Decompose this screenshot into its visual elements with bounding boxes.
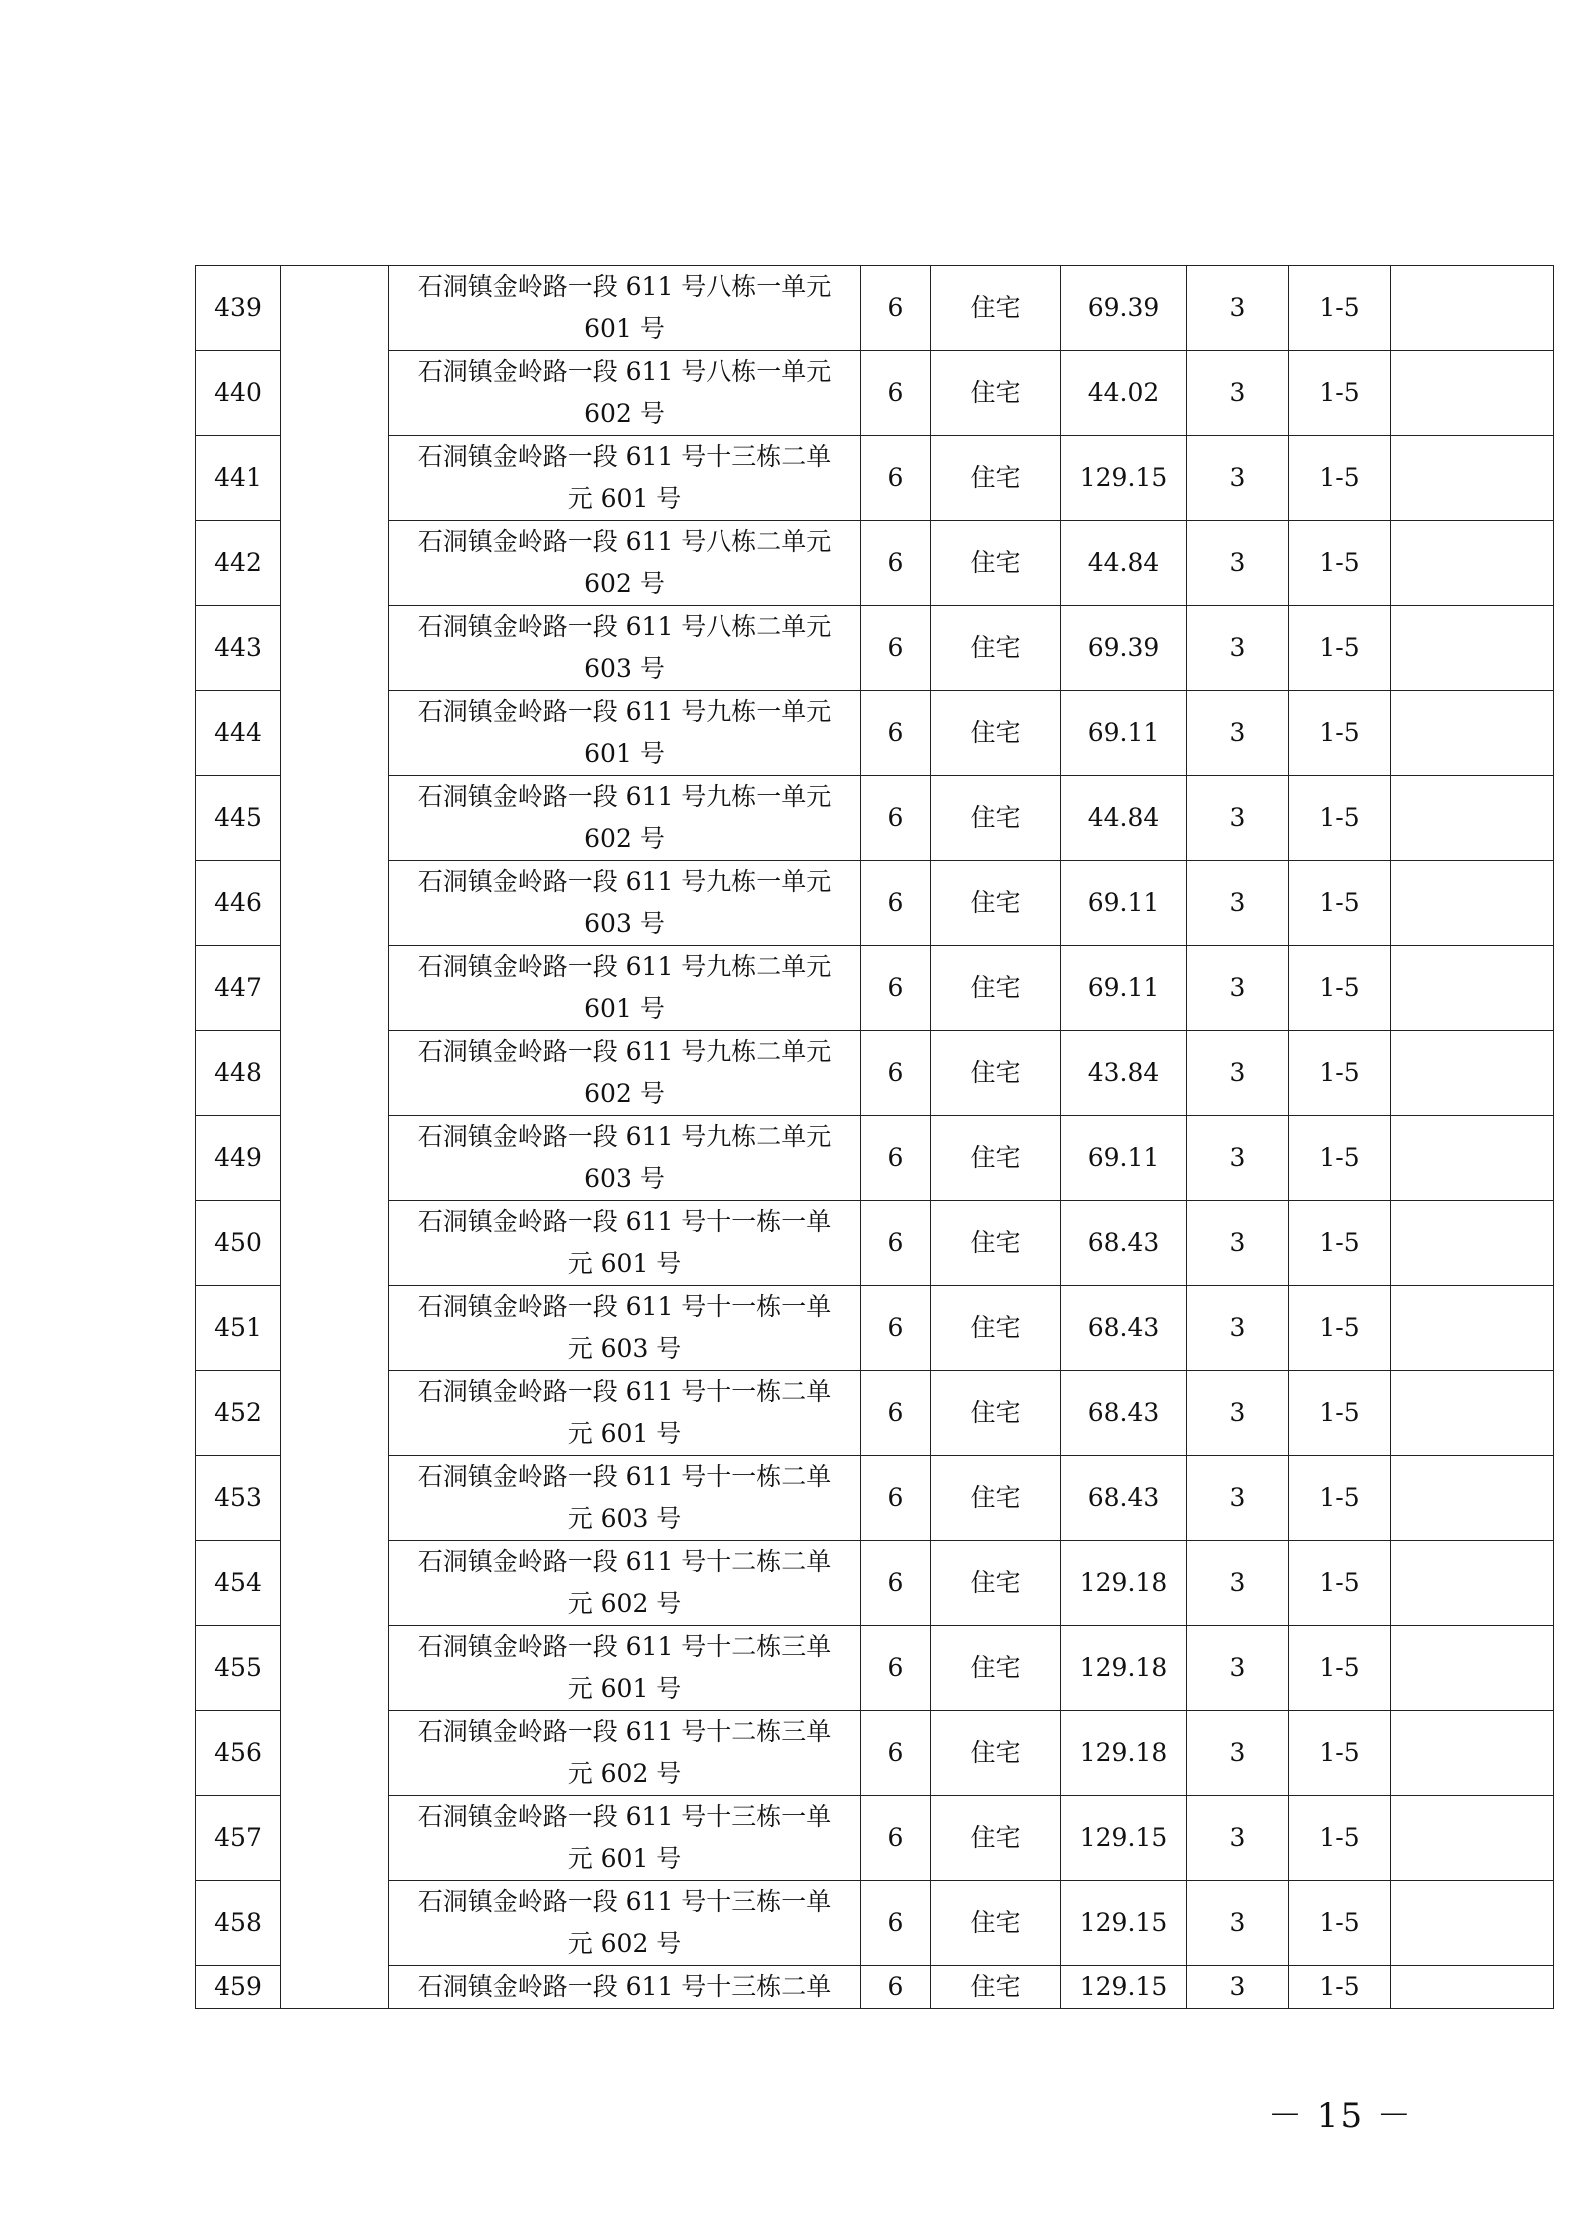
count-cell: 3 [1187, 606, 1289, 691]
table-row [196, 1031, 1554, 1116]
floor-cell: 6 [861, 1371, 931, 1456]
range-cell: 1-5 [1289, 606, 1391, 691]
range-cell: 1-5 [1289, 1031, 1391, 1116]
floor-cell: 6 [861, 861, 931, 946]
address-line-1: 石洞镇金岭路一段 611 号十三栋二单 [417, 1972, 832, 2001]
count-cell: 3 [1187, 1201, 1289, 1286]
address-line-1: 石洞镇金岭路一段 611 号十一栋二单 [417, 1462, 832, 1491]
address-cell [389, 1626, 861, 1711]
count-cell: 3 [1187, 351, 1289, 436]
address-line-1: 石洞镇金岭路一段 611 号十一栋二单 [417, 1377, 832, 1406]
row-number-cell: 456 [196, 1711, 281, 1796]
row-number-cell: 458 [196, 1881, 281, 1966]
remark-cell [1391, 266, 1554, 351]
address-cell [389, 691, 861, 776]
row-number-cell: 444 [196, 691, 281, 776]
area-cell: 68.43 [1061, 1201, 1187, 1286]
range-cell: 1-5 [1289, 1201, 1391, 1286]
address-cell [389, 1541, 861, 1626]
row-number-cell: 459 [196, 1966, 281, 2009]
area-cell: 69.11 [1061, 861, 1187, 946]
floor-cell: 6 [861, 1626, 931, 1711]
remark-cell [1391, 1626, 1554, 1711]
address-cell [389, 606, 861, 691]
floor-cell: 6 [861, 946, 931, 1031]
table-row [196, 1456, 1554, 1541]
address-line-1: 石洞镇金岭路一段 611 号十三栋二单 [417, 442, 832, 471]
address-line-2: 元 601 号 [567, 1249, 682, 1278]
floor-cell: 6 [861, 1541, 931, 1626]
address-cell [389, 266, 861, 351]
remark-cell [1391, 861, 1554, 946]
range-cell: 1-5 [1289, 1711, 1391, 1796]
range-cell: 1-5 [1289, 1371, 1391, 1456]
row-number-cell: 447 [196, 946, 281, 1031]
address-cell [389, 351, 861, 436]
count-cell: 3 [1187, 1031, 1289, 1116]
range-cell: 1-5 [1289, 1541, 1391, 1626]
range-cell: 1-5 [1289, 1966, 1391, 2009]
count-cell: 3 [1187, 861, 1289, 946]
table-row [196, 861, 1554, 946]
address-line-1: 石洞镇金岭路一段 611 号九栋一单元 [417, 782, 832, 811]
address-cell [389, 946, 861, 1031]
table-row [196, 521, 1554, 606]
floor-cell: 6 [861, 1711, 931, 1796]
area-cell: 44.02 [1061, 351, 1187, 436]
address-line-1: 石洞镇金岭路一段 611 号九栋二单元 [417, 1037, 832, 1066]
range-cell: 1-5 [1289, 266, 1391, 351]
floor-cell: 6 [861, 606, 931, 691]
row-number-cell: 446 [196, 861, 281, 946]
floor-cell: 6 [861, 1201, 931, 1286]
usage-cell: 住宅 [931, 606, 1061, 691]
table-body [196, 266, 1554, 2009]
floor-cell: 6 [861, 1031, 931, 1116]
row-number-cell: 440 [196, 351, 281, 436]
address-line-2: 元 603 号 [567, 1334, 682, 1363]
remark-cell [1391, 1456, 1554, 1541]
usage-cell: 住宅 [931, 1286, 1061, 1371]
row-number-cell: 443 [196, 606, 281, 691]
area-cell: 129.15 [1061, 436, 1187, 521]
remark-cell [1391, 1371, 1554, 1456]
row-number-cell: 449 [196, 1116, 281, 1201]
table-row [196, 266, 1554, 351]
usage-cell: 住宅 [931, 691, 1061, 776]
usage-cell: 住宅 [931, 1881, 1061, 1966]
address-line-2: 元 601 号 [567, 1674, 682, 1703]
address-cell [389, 1286, 861, 1371]
table-row [196, 1286, 1554, 1371]
remark-cell [1391, 776, 1554, 861]
table-row [196, 1201, 1554, 1286]
address-line-1: 石洞镇金岭路一段 611 号八栋二单元 [417, 527, 832, 556]
table-row [196, 1966, 1554, 2009]
row-number-cell: 448 [196, 1031, 281, 1116]
area-cell: 68.43 [1061, 1286, 1187, 1371]
area-cell: 129.18 [1061, 1711, 1187, 1796]
table-row [196, 776, 1554, 861]
address-cell [389, 1711, 861, 1796]
area-cell: 129.18 [1061, 1626, 1187, 1711]
range-cell: 1-5 [1289, 946, 1391, 1031]
area-cell: 129.15 [1061, 1796, 1187, 1881]
usage-cell: 住宅 [931, 521, 1061, 606]
range-cell: 1-5 [1289, 1881, 1391, 1966]
count-cell: 3 [1187, 521, 1289, 606]
count-cell: 3 [1187, 1116, 1289, 1201]
range-cell: 1-5 [1289, 691, 1391, 776]
area-cell: 69.11 [1061, 946, 1187, 1031]
usage-cell: 住宅 [931, 946, 1061, 1031]
remark-cell [1391, 1031, 1554, 1116]
usage-cell: 住宅 [931, 1711, 1061, 1796]
address-cell [389, 1371, 861, 1456]
count-cell: 3 [1187, 1626, 1289, 1711]
address-line-2: 元 602 号 [567, 1929, 682, 1958]
address-line-2: 603 号 [584, 1164, 665, 1193]
address-line-1: 石洞镇金岭路一段 611 号九栋一单元 [417, 867, 832, 896]
range-cell: 1-5 [1289, 1626, 1391, 1711]
remark-cell [1391, 1286, 1554, 1371]
remark-cell [1391, 1116, 1554, 1201]
address-line-1: 石洞镇金岭路一段 611 号九栋二单元 [417, 1122, 832, 1151]
count-cell: 3 [1187, 1881, 1289, 1966]
usage-cell: 住宅 [931, 266, 1061, 351]
range-cell: 1-5 [1289, 1796, 1391, 1881]
address-cell [389, 1201, 861, 1286]
address-line-2: 602 号 [584, 824, 665, 853]
area-cell: 69.11 [1061, 691, 1187, 776]
address-cell [389, 1456, 861, 1541]
range-cell: 1-5 [1289, 351, 1391, 436]
address-line-2: 603 号 [584, 654, 665, 683]
remark-cell [1391, 1711, 1554, 1796]
address-line-1: 石洞镇金岭路一段 611 号八栋一单元 [417, 272, 832, 301]
table-row [196, 1371, 1554, 1456]
usage-cell: 住宅 [931, 1626, 1061, 1711]
address-cell [389, 1881, 861, 1966]
remark-cell [1391, 606, 1554, 691]
remark-cell [1391, 946, 1554, 1031]
address-line-1: 石洞镇金岭路一段 611 号九栋二单元 [417, 952, 832, 981]
usage-cell: 住宅 [931, 1031, 1061, 1116]
merged-blank-cell [281, 266, 389, 2009]
address-line-2: 元 603 号 [567, 1504, 682, 1533]
address-line-2: 元 601 号 [567, 1844, 682, 1873]
address-line-2: 602 号 [584, 399, 665, 428]
address-line-1: 石洞镇金岭路一段 611 号十一栋一单 [417, 1292, 832, 1321]
row-number-cell: 441 [196, 436, 281, 521]
count-cell: 3 [1187, 1456, 1289, 1541]
address-line-2: 601 号 [584, 994, 665, 1023]
table-row [196, 946, 1554, 1031]
address-line-1: 石洞镇金岭路一段 611 号九栋一单元 [417, 697, 832, 726]
remark-cell [1391, 521, 1554, 606]
range-cell: 1-5 [1289, 1116, 1391, 1201]
range-cell: 1-5 [1289, 861, 1391, 946]
table-row [196, 1711, 1554, 1796]
row-number-cell: 442 [196, 521, 281, 606]
area-cell: 44.84 [1061, 776, 1187, 861]
address-line-1: 石洞镇金岭路一段 611 号八栋一单元 [417, 357, 832, 386]
address-line-2: 元 601 号 [567, 484, 682, 513]
address-line-1: 石洞镇金岭路一段 611 号十一栋一单 [417, 1207, 832, 1236]
address-cell [389, 521, 861, 606]
table-row [196, 1541, 1554, 1626]
usage-cell: 住宅 [931, 1966, 1061, 2009]
address-line-2: 601 号 [584, 739, 665, 768]
address-cell [389, 1796, 861, 1881]
address-line-1: 石洞镇金岭路一段 611 号十三栋一单 [417, 1802, 832, 1831]
range-cell: 1-5 [1289, 1456, 1391, 1541]
row-number-cell: 450 [196, 1201, 281, 1286]
address-line-2: 603 号 [584, 909, 665, 938]
count-cell: 3 [1187, 436, 1289, 521]
usage-cell: 住宅 [931, 436, 1061, 521]
property-table-container [195, 265, 1554, 2009]
address-line-1: 石洞镇金岭路一段 611 号十三栋一单 [417, 1887, 832, 1916]
area-cell: 44.84 [1061, 521, 1187, 606]
count-cell: 3 [1187, 1541, 1289, 1626]
floor-cell: 6 [861, 691, 931, 776]
count-cell: 3 [1187, 691, 1289, 776]
address-line-2: 元 602 号 [567, 1589, 682, 1618]
property-table [195, 265, 1554, 2009]
floor-cell: 6 [861, 776, 931, 861]
floor-cell: 6 [861, 1116, 931, 1201]
address-line-2: 元 602 号 [567, 1759, 682, 1788]
address-cell [389, 1031, 861, 1116]
usage-cell: 住宅 [931, 1371, 1061, 1456]
usage-cell: 住宅 [931, 776, 1061, 861]
floor-cell: 6 [861, 521, 931, 606]
floor-cell: 6 [861, 266, 931, 351]
address-cell [389, 1116, 861, 1201]
remark-cell [1391, 691, 1554, 776]
row-number-cell: 439 [196, 266, 281, 351]
remark-cell [1391, 436, 1554, 521]
floor-cell: 6 [861, 1796, 931, 1881]
table-row [196, 1626, 1554, 1711]
count-cell: 3 [1187, 776, 1289, 861]
range-cell: 1-5 [1289, 1286, 1391, 1371]
area-cell: 129.15 [1061, 1966, 1187, 2009]
row-number-cell: 457 [196, 1796, 281, 1881]
row-number-cell: 455 [196, 1626, 281, 1711]
usage-cell: 住宅 [931, 1456, 1061, 1541]
count-cell: 3 [1187, 1711, 1289, 1796]
table-row [196, 1116, 1554, 1201]
floor-cell: 6 [861, 1966, 931, 2009]
address-line-1: 石洞镇金岭路一段 611 号八栋二单元 [417, 612, 832, 641]
range-cell: 1-5 [1289, 436, 1391, 521]
area-cell: 68.43 [1061, 1456, 1187, 1541]
remark-cell [1391, 1201, 1554, 1286]
area-cell: 69.39 [1061, 606, 1187, 691]
table-row [196, 1796, 1554, 1881]
floor-cell: 6 [861, 1286, 931, 1371]
usage-cell: 住宅 [931, 861, 1061, 946]
remark-cell [1391, 1541, 1554, 1626]
table-row [196, 351, 1554, 436]
row-number-cell: 445 [196, 776, 281, 861]
table-row [196, 436, 1554, 521]
count-cell: 3 [1187, 1371, 1289, 1456]
remark-cell [1391, 1881, 1554, 1966]
row-number-cell: 453 [196, 1456, 281, 1541]
floor-cell: 6 [861, 1881, 931, 1966]
address-line-1: 石洞镇金岭路一段 611 号十二栋二单 [417, 1547, 832, 1576]
page-number: － 15 － [1268, 2096, 1413, 2136]
table-row [196, 1881, 1554, 1966]
count-cell: 3 [1187, 266, 1289, 351]
address-cell [389, 861, 861, 946]
remark-cell [1391, 1966, 1554, 2009]
usage-cell: 住宅 [931, 1541, 1061, 1626]
area-cell: 43.84 [1061, 1031, 1187, 1116]
address-cell [389, 776, 861, 861]
remark-cell [1391, 1796, 1554, 1881]
row-number-cell: 454 [196, 1541, 281, 1626]
count-cell: 3 [1187, 946, 1289, 1031]
floor-cell: 6 [861, 436, 931, 521]
row-number-cell: 451 [196, 1286, 281, 1371]
table-row [196, 606, 1554, 691]
floor-cell: 6 [861, 1456, 931, 1541]
table-row [196, 691, 1554, 776]
address-line-2: 元 601 号 [567, 1419, 682, 1448]
area-cell: 69.11 [1061, 1116, 1187, 1201]
address-line-2: 601 号 [584, 314, 665, 343]
address-line-2: 602 号 [584, 1079, 665, 1108]
area-cell: 69.39 [1061, 266, 1187, 351]
area-cell: 129.15 [1061, 1881, 1187, 1966]
usage-cell: 住宅 [931, 1116, 1061, 1201]
usage-cell: 住宅 [931, 1201, 1061, 1286]
usage-cell: 住宅 [931, 1796, 1061, 1881]
address-line-1: 石洞镇金岭路一段 611 号十二栋三单 [417, 1717, 832, 1746]
usage-cell: 住宅 [931, 351, 1061, 436]
range-cell: 1-5 [1289, 776, 1391, 861]
count-cell: 3 [1187, 1796, 1289, 1881]
address-line-2: 602 号 [584, 569, 665, 598]
remark-cell [1391, 351, 1554, 436]
address-cell [389, 1966, 861, 2009]
row-number-cell: 452 [196, 1371, 281, 1456]
area-cell: 129.18 [1061, 1541, 1187, 1626]
address-line-1: 石洞镇金岭路一段 611 号十二栋三单 [417, 1632, 832, 1661]
count-cell: 3 [1187, 1286, 1289, 1371]
area-cell: 68.43 [1061, 1371, 1187, 1456]
range-cell: 1-5 [1289, 521, 1391, 606]
address-cell [389, 436, 861, 521]
floor-cell: 6 [861, 351, 931, 436]
count-cell: 3 [1187, 1966, 1289, 2009]
